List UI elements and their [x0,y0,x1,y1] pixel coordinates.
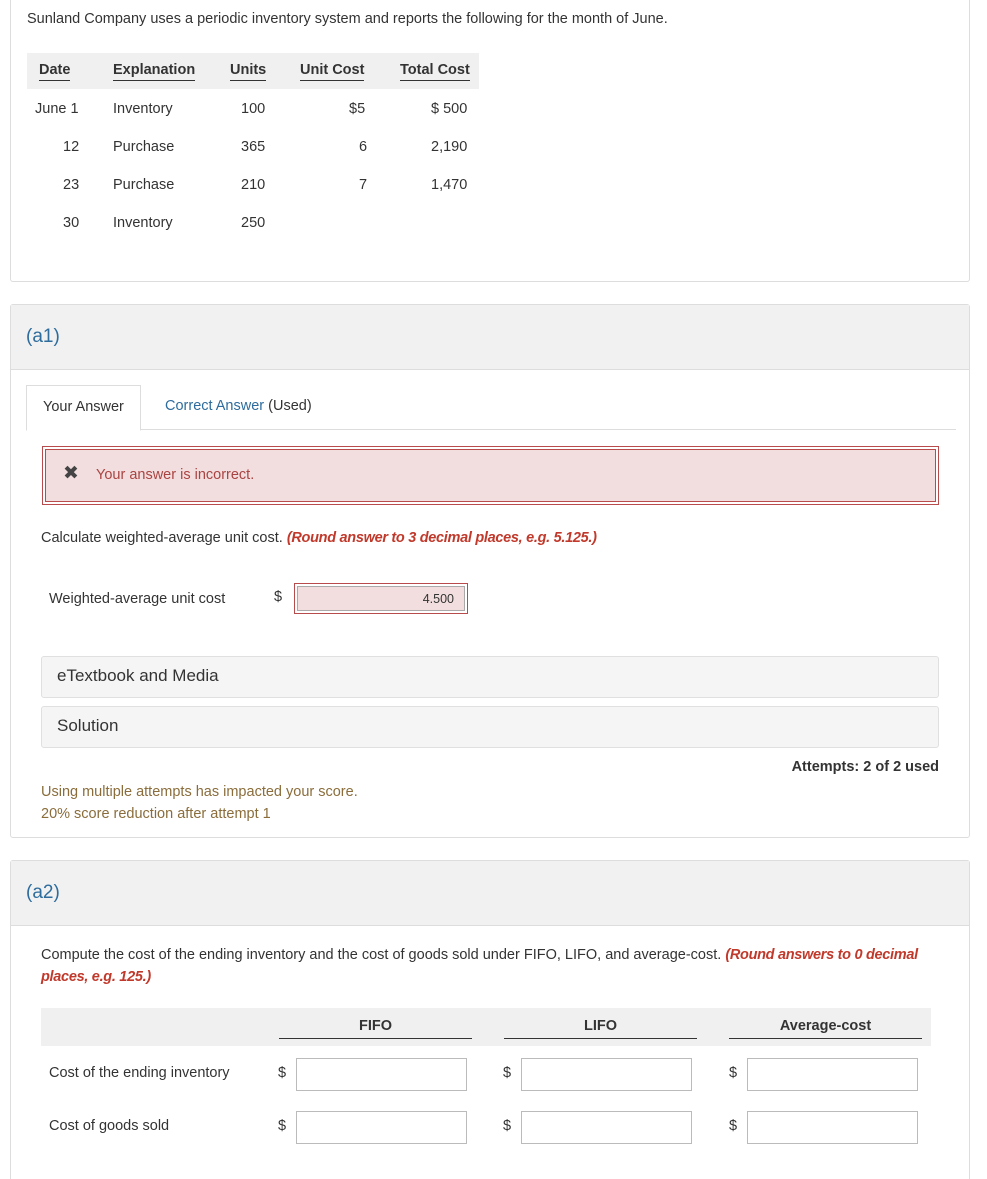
section-header [11,861,969,926]
table-cell: 2,190 [431,139,468,155]
solution-button[interactable]: Solution [41,706,939,748]
col-unit-cost: Unit Cost [300,62,364,81]
table-cell: June 1 [35,101,79,117]
question-hint: (Round answers to 0 decimal places, e.g. 125.) [41,947,918,985]
penalty-line-2: 20% score reduction after attempt 1 [41,806,271,822]
weighted-average-input[interactable] [294,583,468,614]
col-lifo: LIFO [504,1018,697,1039]
col-units: Units [230,62,266,81]
table-cell: 7 [359,177,368,193]
table-cell: 210 [241,177,266,193]
etextbook-media-button[interactable]: eTextbook and Media [41,656,939,698]
table-cell: 6 [359,139,368,155]
section-header [11,305,969,370]
table-cell: 100 [241,101,266,117]
answer-grid-header [41,1008,931,1046]
table-cell: 12 [63,139,80,155]
section-a2 [10,860,970,1179]
table-cell: $ 500 [431,101,468,117]
error-alert [42,446,939,505]
problem-card [10,0,970,282]
dollar-sign: $ [503,1118,512,1134]
col-explanation: Explanation [113,62,195,81]
section-a1 [10,304,970,838]
table-cell: 365 [241,139,266,155]
table-cell: 1,470 [431,177,468,193]
dollar-sign: $ [503,1065,512,1081]
table-cell: Inventory [113,215,173,231]
question-text [41,944,921,988]
section-label: (a2) [26,882,60,903]
section-label: (a1) [26,326,60,347]
tab-used-note: (Used) [268,398,312,414]
error-message: Your answer is incorrect. [96,467,255,483]
attempts-counter: Attempts: 2 of 2 used [791,759,939,775]
question-body: Compute the cost of the ending inventory and the cost of goods sold under FIFO, LIFO, and average-cost. [41,947,726,963]
lifo-cogs-input[interactable] [521,1111,692,1144]
dollar-sign: $ [274,589,283,605]
col-average-cost: Average-cost [729,1018,922,1039]
col-total-cost: Total Cost [400,62,470,81]
average-cogs-input[interactable] [747,1111,918,1144]
average-ending-inventory-input[interactable] [747,1058,918,1091]
tab-correct-answer-label: Correct Answer [165,398,265,414]
dollar-sign: $ [729,1065,738,1081]
table-cell: Inventory [113,101,173,117]
col-fifo: FIFO [279,1018,472,1039]
table-cell: Purchase [113,139,175,155]
table-cell: $5 [349,101,366,117]
fifo-ending-inventory-input[interactable] [296,1058,467,1091]
fifo-cogs-input[interactable] [296,1111,467,1144]
ending-inventory-label: Cost of the ending inventory [49,1065,230,1081]
question-text [41,530,597,546]
weighted-average-value: 4.500 [297,586,465,611]
score-penalty-note [41,781,358,825]
problem-intro: Sunland Company uses a periodic inventory system and reports the following for the month of June. [27,11,668,27]
question-body: Calculate weighted-average unit cost. [41,530,287,546]
dollar-sign: $ [278,1118,287,1134]
table-cell: 23 [63,177,80,193]
penalty-line-1: Using multiple attempts has impacted your score. [41,784,358,800]
cogs-label: Cost of goods sold [49,1118,170,1134]
table-cell: 250 [241,215,266,231]
answer-tabs [26,385,956,430]
lifo-ending-inventory-input[interactable] [521,1058,692,1091]
tab-your-answer[interactable]: Your Answer [26,385,141,431]
table-cell: Purchase [113,177,175,193]
close-icon: ✖ [63,463,79,484]
table-cell: 30 [63,215,80,231]
tab-correct-answer[interactable] [149,385,328,430]
question-hint: (Round answer to 3 decimal places, e.g. 5.125.) [286,530,597,546]
dollar-sign: $ [729,1118,738,1134]
dollar-sign: $ [278,1065,287,1081]
weighted-average-label: Weighted-average unit cost [49,591,226,607]
col-date: Date [39,62,70,81]
